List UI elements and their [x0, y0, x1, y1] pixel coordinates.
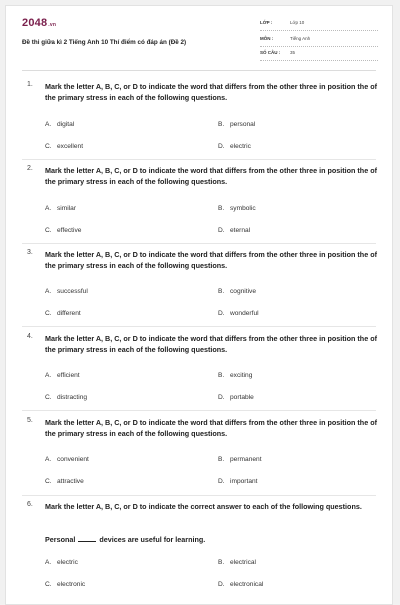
option-a[interactable] — [45, 121, 74, 128]
option-b[interactable] — [218, 288, 256, 295]
question-number: 2. — [27, 165, 33, 172]
option-c[interactable] — [45, 143, 83, 150]
option-letter: B. — [218, 121, 225, 128]
question-number: 6. — [27, 501, 33, 508]
option-letter: C. — [45, 394, 52, 401]
option-letter: D. — [218, 143, 225, 150]
option-text: exciting — [230, 372, 253, 379]
question-separator — [22, 243, 376, 244]
option-text: permanent — [230, 456, 262, 463]
option-text: electrical — [230, 559, 257, 566]
question-prompt — [45, 535, 205, 544]
question-number: 1. — [27, 81, 33, 88]
option-text: symbolic — [230, 205, 256, 212]
option-text: electronical — [230, 581, 264, 588]
option-d[interactable] — [218, 478, 258, 485]
question-text: Mark the letter A, B, C, or D to indicate the word that differs from the other three in position the of the primary stress in each of the following questions. — [45, 334, 377, 354]
option-text: wonderful — [230, 310, 259, 317]
option-letter: B. — [218, 456, 225, 463]
meta-class — [260, 19, 378, 31]
option-c[interactable] — [45, 394, 87, 401]
meta-count — [260, 49, 378, 61]
option-text: electric — [57, 559, 78, 566]
option-text: important — [230, 478, 258, 485]
option-b[interactable] — [218, 372, 252, 379]
option-b[interactable] — [218, 559, 256, 566]
option-letter: B. — [218, 205, 225, 212]
meta-subject — [260, 35, 378, 47]
question-text: Mark the letter A, B, C, or D to indicate the word that differs from the other three in position the of the primary stress in each of the following questions. — [45, 250, 377, 270]
meta-subject-value: Tiếng Anh — [290, 36, 311, 41]
meta-divider — [260, 30, 378, 31]
exam-page — [5, 5, 393, 605]
option-letter: B. — [218, 559, 225, 566]
header-divider — [22, 70, 376, 71]
option-letter: A. — [45, 205, 52, 212]
option-text: efficient — [57, 372, 80, 379]
exam-header — [6, 6, 392, 72]
option-d[interactable] — [218, 581, 263, 588]
option-text: excellent — [57, 143, 84, 150]
option-text: electronic — [57, 581, 86, 588]
option-letter: A. — [45, 372, 52, 379]
option-text: personal — [230, 121, 256, 128]
option-letter: A. — [45, 456, 52, 463]
option-d[interactable] — [218, 143, 251, 150]
option-text: electric — [230, 143, 251, 150]
option-d[interactable] — [218, 394, 254, 401]
option-letter: C. — [45, 227, 52, 234]
question-number: 5. — [27, 417, 33, 424]
question-text: Mark the letter A, B, C, or D to indicate the correct answer to each of the following questions. — [45, 502, 362, 511]
option-d[interactable] — [218, 227, 250, 234]
option-a[interactable] — [45, 288, 88, 295]
question-separator — [22, 410, 376, 411]
option-a[interactable] — [45, 372, 80, 379]
option-c[interactable] — [45, 581, 85, 588]
meta-subject-label: MÔN : — [260, 36, 274, 41]
meta-count-label: SỐ CÂU : — [260, 50, 281, 55]
site-logo[interactable] — [22, 17, 56, 29]
option-letter: A. — [45, 121, 52, 128]
exam-title: Đề thi giữa kì 2 Tiếng Anh 10 Thí điểm có đáp án (Đề 2) — [22, 39, 187, 46]
meta-divider — [260, 60, 378, 61]
option-b[interactable] — [218, 205, 256, 212]
prompt-after: devices are useful for learning. — [99, 535, 206, 544]
question-separator — [22, 159, 376, 160]
option-text: effective — [57, 227, 82, 234]
option-text: different — [57, 310, 81, 317]
logo-domain: .vn — [48, 22, 57, 28]
prompt-before: Personal — [45, 535, 76, 544]
question-separator — [22, 326, 376, 327]
option-text: convenient — [57, 456, 89, 463]
option-letter: D. — [218, 581, 225, 588]
question-number: 4. — [27, 333, 33, 340]
question-text: Mark the letter A, B, C, or D to indicate the word that differs from the other three in position the of the primary stress in each of the following questions. — [45, 166, 377, 186]
option-letter: C. — [45, 581, 52, 588]
option-text: distracting — [57, 394, 88, 401]
meta-class-label: LỚP : — [260, 20, 273, 25]
option-text: similar — [57, 205, 77, 212]
option-letter: C. — [45, 143, 52, 150]
option-b[interactable] — [218, 121, 255, 128]
question-text: Mark the letter A, B, C, or D to indicate the word that differs from the other three in position the of the primary stress in each of the following questions. — [45, 418, 377, 438]
option-letter: D. — [218, 227, 225, 234]
question-number: 3. — [27, 249, 33, 256]
option-a[interactable] — [45, 205, 76, 212]
option-letter: B. — [218, 372, 225, 379]
option-d[interactable] — [218, 310, 259, 317]
option-letter: C. — [45, 478, 52, 485]
option-text: eternal — [230, 227, 251, 234]
question-text: Mark the letter A, B, C, or D to indicate the word that differs from the other three in position the of the primary stress in each of the following questions. — [45, 82, 377, 102]
option-c[interactable] — [45, 478, 84, 485]
option-text: successful — [57, 288, 88, 295]
option-letter: A. — [45, 559, 52, 566]
option-letter: D. — [218, 310, 225, 317]
meta-class-value: Lớp 10 — [290, 20, 305, 25]
question-separator — [22, 495, 376, 496]
option-text: portable — [230, 394, 254, 401]
option-letter: B. — [218, 288, 225, 295]
meta-divider — [260, 46, 378, 47]
answer-blank — [78, 535, 96, 542]
option-text: digital — [57, 121, 75, 128]
option-b[interactable] — [218, 456, 262, 463]
option-a[interactable] — [45, 456, 89, 463]
option-c[interactable] — [45, 227, 81, 234]
option-letter: D. — [218, 394, 225, 401]
option-letter: D. — [218, 478, 225, 485]
meta-count-value: 35 — [290, 50, 296, 55]
option-text: attractive — [57, 478, 84, 485]
logo-main: 2048 — [22, 17, 48, 29]
option-a[interactable] — [45, 559, 78, 566]
option-text: cognitive — [230, 288, 257, 295]
option-c[interactable] — [45, 310, 81, 317]
option-letter: C. — [45, 310, 52, 317]
option-letter: A. — [45, 288, 52, 295]
